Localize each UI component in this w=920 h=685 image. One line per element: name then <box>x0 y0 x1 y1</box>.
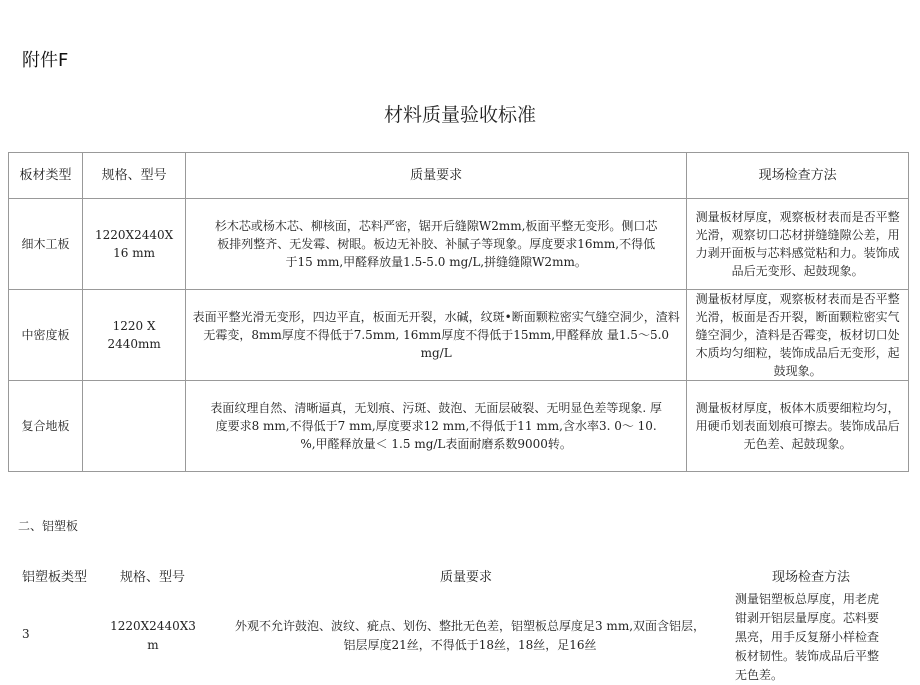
header-quality: 质量要求 <box>186 153 687 199</box>
table-row <box>9 199 909 290</box>
t2-header-type: 铝塑板类型 <box>22 570 88 585</box>
cell-spec <box>83 381 186 472</box>
cell-type: 复合地板 <box>9 381 83 472</box>
header-check: 现场检查方法 <box>687 153 909 199</box>
table-row <box>9 290 909 381</box>
cell-quality: 表面平整光滑无变形，四边平直，板面无开裂，水碱，纹斑•断面颗粒密实气缝空洞少，渣料无霉变，8mm厚度不得低于7.5mm, 16mm厚度不得低于15mm,甲醛释放 量1.5～5.0 mg/L <box>186 290 687 381</box>
section-heading: 二、铝塑板 <box>18 519 79 533</box>
cell-type: 细木工板 <box>9 199 83 290</box>
board-quality-table <box>8 152 909 472</box>
t2-cell-type: 3 <box>22 627 30 641</box>
header-type: 板材类型 <box>9 153 83 199</box>
cell-quality: 表面纹理自然、清晰逼真，无划痕、污斑、鼓泡、无面层破裂、无明显色差等现象. 厚度要求8 mm,不得低于7 mm,厚度要求12 mm,不得低于11 mm,含水率3. 0～ 10. %,甲醛释放量＜ 1.5 mg/L表面耐磨系数9000转。 <box>186 381 687 472</box>
t2-header-spec: 规格、型号 <box>120 570 186 585</box>
t2-cell-check: 测量铝塑板总厚度，用老虎钳剥开铝层量厚度。芯料要黑亮，用手反复掰小样检查板材韧性。装饰成品后平整无色差。 <box>735 592 880 682</box>
cell-quality: 杉木芯或杨木芯、柳核面，芯料严密，锯开后缝隙W2mm,板面平整无变形。侧口芯板排列整齐、无发霉、树眼。板边无补胶、补腻子等现象。厚度要求16mm,不得低于15 mm,甲醛释放量1.5-5.0 mg/L,拼缝缝隙W2mm。 <box>186 199 687 290</box>
t2-cell-quality: 外观不允许鼓泡、波纹、疵点、划伤、整批无色差，铝塑板总厚度足3 mm,双面含铝层，铝层厚度21丝，不得低于18丝，18丝，足16丝 <box>234 619 706 652</box>
cell-spec: 1220X2440X 16 mm <box>83 199 186 290</box>
cell-check: 测量板材厚度，观察板材表而是否平整光滑，观察切口芯材拼缝缝隙公差，用力剥开面板与芯料感觉粘和力。装饰成品后无变形、起鼓现象。 <box>687 199 909 290</box>
cell-type: 中密度板 <box>9 290 83 381</box>
cell-check: 测量板材厚度，板体木质要细粒均匀，用硬币划表面划痕可擦去。装饰成品后无色差、起鼓现象。 <box>687 381 909 472</box>
table-row <box>9 381 909 472</box>
document-title: 材料质量验收标准 <box>383 104 536 126</box>
cell-spec: 1220 X 2440mm <box>83 290 186 381</box>
table-header-row <box>9 153 909 199</box>
annex-label: 附件F <box>22 50 69 71</box>
t2-header-quality: 质量要求 <box>440 570 493 585</box>
t2-header-check: 现场检查方法 <box>772 570 851 585</box>
header-spec: 规格、型号 <box>83 153 186 199</box>
cell-check: 测量板材厚度，观察板材表而是否平整光滑，板面是否开裂，断面颗粒密实气缝空洞少，渣料是否霉变，板材切口处木质均匀细粒，装饰成品后无变形，起鼓现象。 <box>687 290 909 381</box>
t2-cell-spec: 1220X2440X3 m <box>110 619 196 652</box>
